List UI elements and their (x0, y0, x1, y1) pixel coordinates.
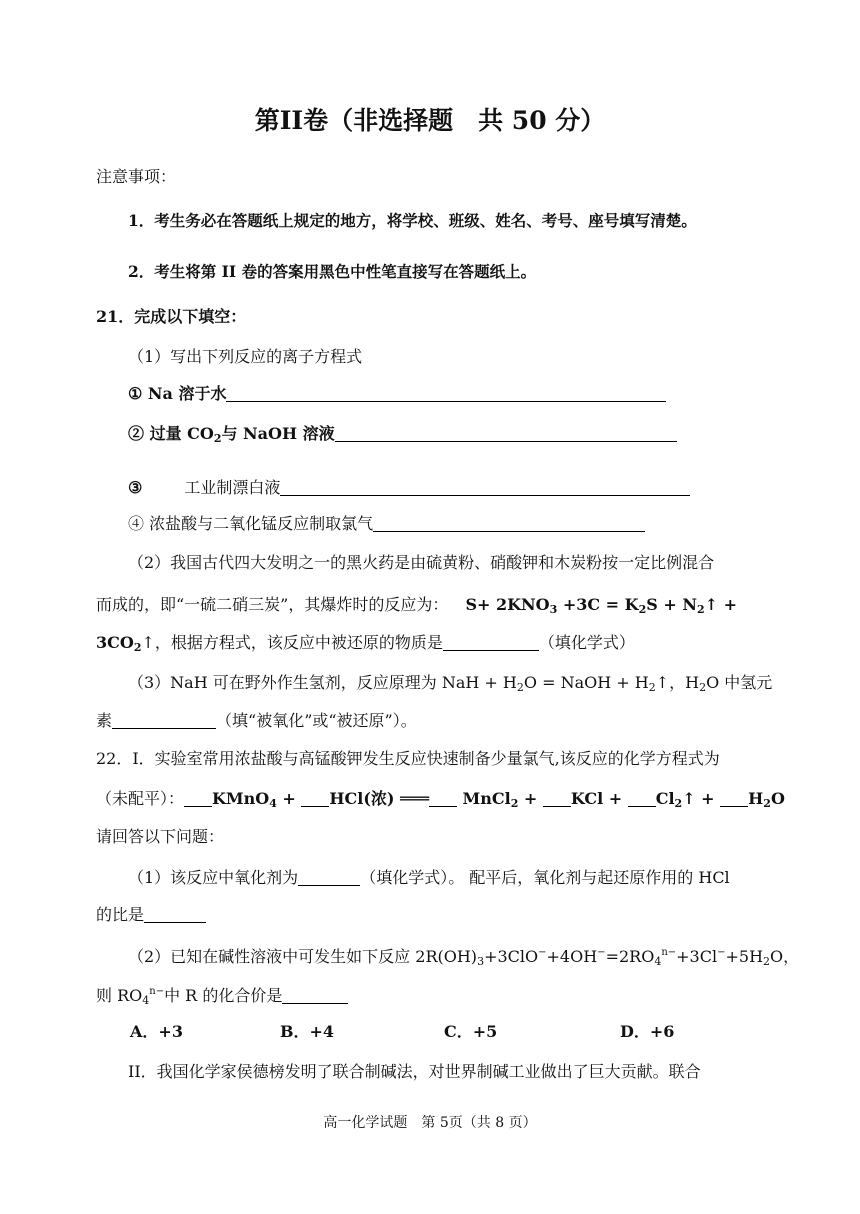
q22-line1: 22．I．实验室常用浓盐酸与高锰酸钾发生反应快速制备少量氯气,该反应的化学方程式为 (96, 749, 720, 768)
q21-part1-label: （1）写出下列反应的离子方程式 (128, 347, 363, 366)
q21-part2-line1: （2）我国古代四大发明之一的黑火药是由硫黄粉、硝酸钾和木炭粉按一定比例混合 (128, 553, 715, 572)
answer-blank[interactable] (280, 479, 690, 496)
q21-stem: 21．完成以下填空： (96, 307, 247, 326)
option-b[interactable]: B．+4 (280, 1022, 335, 1041)
q21-item-1-text: ① Na 溶于水 (128, 384, 227, 403)
q22-part2-line1: （2）已知在碱性溶液中可发生如下反应 $2R(OH)_3+3ClO^-+4OH^-=2RO_4^{n-}+3Cl^-+5H_2O$， (128, 947, 800, 968)
option-a[interactable]: A．+3 (130, 1022, 183, 1041)
q21-item-1 (128, 384, 666, 404)
option-c[interactable]: C．+5 (444, 1022, 498, 1041)
q22-equation: （未配平）： KMnO$_4$ + HCl(浓) ═══ MnCl$_2$ + KCl + $Cl_2↑ + H_2O$ (96, 789, 785, 810)
q22-part1-line2: 的比是 (96, 905, 206, 925)
answer-blank[interactable] (282, 987, 348, 1004)
notice-item-1: 1．考生务必在答题纸上规定的地方，将学校、班级、姓名、考号、座号填写清楚。 (128, 211, 697, 230)
q21-item-3: ③ 工业制漂白液 (128, 478, 690, 498)
answer-blank[interactable] (298, 869, 360, 886)
q21-part2-line3: $3CO_2↑$，根据方程式，该反应中被还原的物质是 （填化学式） (96, 633, 635, 654)
answer-blank[interactable] (443, 634, 539, 651)
q21-part3-line1: （3）NaH 可在野外作生氢剂，反应原理为 NaH + $H_2O$ = NaOH + $H_2↑$，$H_2O$ 中氢元 (128, 673, 773, 694)
q22-part-ii-line: II．我国化学家侯德榜发明了联合制碱法，对世界制碱工业做出了巨大贡献。联合 (128, 1062, 701, 1081)
answer-blank[interactable] (373, 515, 645, 532)
q22-line3: 请回答以下问题： (96, 827, 225, 846)
answer-blank[interactable] (335, 425, 677, 442)
q21-part3-line2: 素 （填“被氧化”或“被还原”）。 (96, 711, 417, 730)
q22-part1-line1: （1）该反应中氧化剂为 （填化学式）。 配平后，氧化剂与起还原作用的 HCl (128, 868, 730, 887)
answer-blank[interactable] (112, 712, 216, 729)
q21-item-2: ② 过量 $CO_2$与 NaOH 溶液 (128, 424, 677, 444)
answer-blank[interactable] (226, 385, 666, 402)
notice-heading: 注意事项： (96, 167, 177, 186)
q21-part2-line2: 而成的，即“一硫二硝三炭”，其爆炸时的反应为： $S+ 2KNO_3 +3C = K_2S$ + $N_2↑$ + (96, 595, 737, 616)
reaction-equation: $S+ 2KNO_3 +3C = K_2S$ + $N_2↑$ + (465, 595, 737, 616)
q22-part2-line2: 则 $RO_4^{n-}$中 R 的化合价是 (96, 986, 348, 1006)
answer-blank[interactable] (144, 906, 206, 923)
option-d[interactable]: D．+6 (620, 1022, 675, 1041)
notice-item-2: 2．考生将第 II 卷的答案用黑色中性笔直接写在答题纸上。 (128, 262, 537, 281)
page-footer: 高一化学试题 第 5页（共 8 页） (323, 1115, 537, 1131)
q21-item-4: ④ 浓盐酸与二氧化锰反应制取氯气 (128, 514, 645, 534)
page-title: 第II卷（非选择题 共 50 分） (254, 106, 606, 135)
